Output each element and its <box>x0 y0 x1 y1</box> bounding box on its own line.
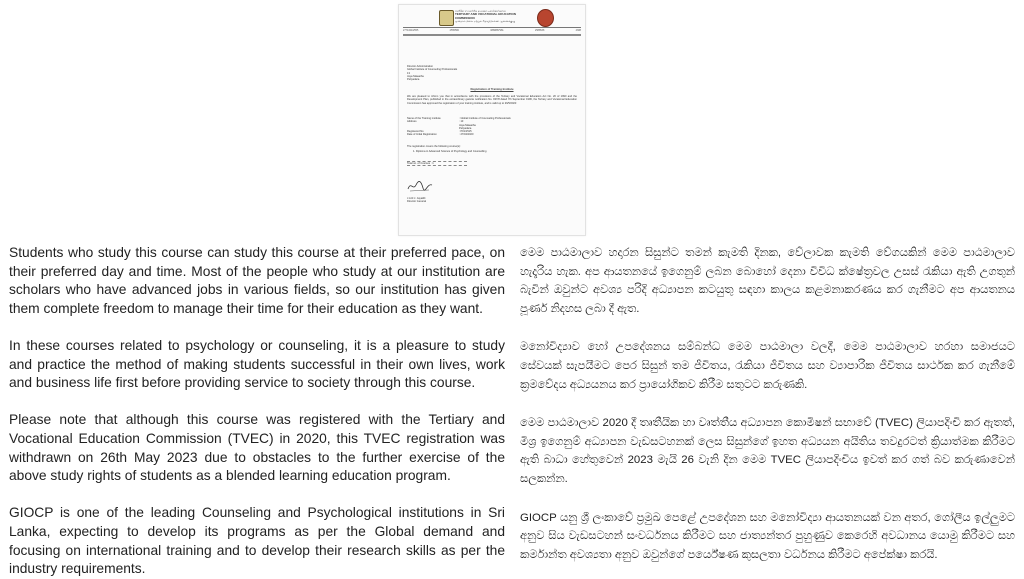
letterhead-divider <box>403 27 581 28</box>
english-paragraph-about-giocp: GIOCP is one of the leading Counseling and Psychological institutions in Sri Lanka, expecting to develop its programs as per the Global demand and focusing on international training and to develop their research skills as per the industry requirements. <box>9 505 505 577</box>
sinhala-paragraph-tvec-notice: මෙම පාඨමාලාව 2020 දී තෘතීයික හා වෘත්තීය අධ්‍යාපන කොමිෂන් සභාවේ (TVEC) ලියාපදිංචි කර ඇතත්, මිශ්‍ර ඉගෙනුම් අධ්‍යාපන වැඩසටහනක් ලෙස සිසුන්ගේ ඉහත අධ්‍යයන අයිතිය තවදුරටත් ක්‍රියාත්මක කිරීමට ඇති බාධා හේතුවෙන් 2023 මැයි 26 වැනි දින මෙම TVEC ලියාපදිංචිය ඉවත් කර ගත් බව කරුණාවෙන් සලකන්න. <box>520 417 1015 485</box>
english-paragraph-tvec-notice: Please note that although this course was registered with the Tertiary and Vocational Education Commission (TVEC) in 2020, this TVEC registration was withdrawn on 26th May 2023 due to obstacles to the further exercise of the above study rights of students as a blended learning education program. <box>9 412 505 484</box>
letterhead-title: තෘතීයික හා වෘත්තීය අධ්‍යාපන කොමිෂන් සභාව TERTIARY AND VOCATIONAL EDUCATION COMMISSION மூன்றாம் நிலை மற்றும் தொழிற்கல்வி ஆணைக்குழு <box>455 10 516 24</box>
signature-icon <box>407 179 433 193</box>
tvec-registration-letter-image <box>398 4 586 236</box>
english-paragraph-practice: In these courses related to psychology or counseling, it is a pleasure to study and practice the method of making students successful in their own lives, work and business life first before providing service to society through this course. <box>9 337 505 391</box>
sinhala-paragraph-about-giocp: GIOCP යනු ශ්‍රී ලංකාවේ ප්‍රමුඛ පෙළේ උපදේශන සහ මනෝවිද්‍යා ආයතනයක් වන අතර, ගෝලීය ඉල්ලුමට අනුව සිය වැඩසටහන් සංවර්ධනය කිරීමට සහ ජාත්‍යන්තර පුහුණුව කෙරෙහි අවධානය යොමු කිරීමට සහ කර්මාන්ත අවශ්‍යතා අනුව ඔවුන්ගේ පර්යේෂණ කුසලතා වර්ධනය කිරීමට අපේක්ෂා කරයි. <box>520 511 1015 561</box>
english-paragraph-study-pace: Students who study this course can study this course at their preferred pace, on their preferred day and time. Most of the people who study at our institution are scholars who have advanced jobs in various fields, so our institution has given them complete freedom to manage their time for their education as they want. <box>9 245 505 316</box>
letter-body: We are pleased to inform you that in accordance with the provisions of the Tertiary and Vocational Education Act No. 20 of 1990 and the Development Plan, published in the extraordinary gazette notification No. 937/8 dated 7th September 1996, the Tertiary and Vocational Education Commission has approved the registration of your training institute, and is valid up to 26/5/2023 <box>407 95 577 105</box>
sinhala-text-column <box>520 244 1015 564</box>
letterhead-divider-bold <box>403 34 581 36</box>
tvec-logo-icon <box>439 10 454 26</box>
letter-heading: Registration of Training Institute <box>470 87 514 91</box>
english-text-column <box>9 244 505 579</box>
sinhala-paragraph-practice: මනෝවිද්‍යාව හෝ උපදේශනය සම්බන්ධ මෙම පාඨමාලා වලදී, මෙම පාඨමාලාව හරහා සමාජයට සේවයක් සැපයීමට පෙර සිසුන් තම ජීවිතය, රැකියා ජීවිතය සහ ව්‍යාපාරික ජීවිතය සාර්ථක කර ගැනීමේ ක්‍රමවේදය අධ්‍යයනය කර ප්‍රායෝගිකව කිරීම සතුටට කරුණකි. <box>520 341 1015 391</box>
letter-details: Name of the Training institute : Global Institute of Counseling Professionals Address : 13 Jaya Mawatha Peliyadara Registered No : P01/1515 Date of Initial Registration : 27/04/2020 <box>407 117 511 137</box>
letter-signatory: J.A.R.J. Jayatilli Director General <box>407 197 427 204</box>
letter-courses: The registration covers the following course(s): 1. Diploma in Advanced Science of Psychology and Counselling <box>407 145 487 154</box>
sinhala-paragraph-study-pace: මෙම පාඨමාලාව හදාරන සිසුන්ට තමන් කැමති දිනක, වේලාවක කැමති වේගයකින් මෙම පාඨමාලාව හැදෑරිය හැක. අප ආයතනයේ ඉගෙනුම් ලබන බොහෝ දෙනා විවිධ ක්ෂේත්‍රවල උසස් රැකියා ඇති උගතුන් බැවින් ඔවුන්ට අවශ්‍ය පරිදි අධ්‍යාපන කටයුතු සඳහා කාලය කළමනාකරණය කර ගැනීමට අප ආයතනය පූර්ණ නිදහස ලබා දී ඇත. <box>520 247 1015 315</box>
letterhead-contact-row: 2774344/2555 2555580 0888887981 2588538 4388 <box>403 29 581 32</box>
letter-addressee: Director Administration Global Institute of Counseling Professionals 13 Jaya Mawatha Peliyadara <box>407 65 458 82</box>
letter-total-courses: Total no. of Courses : 1 <box>407 161 467 166</box>
government-emblem-icon <box>537 9 554 27</box>
